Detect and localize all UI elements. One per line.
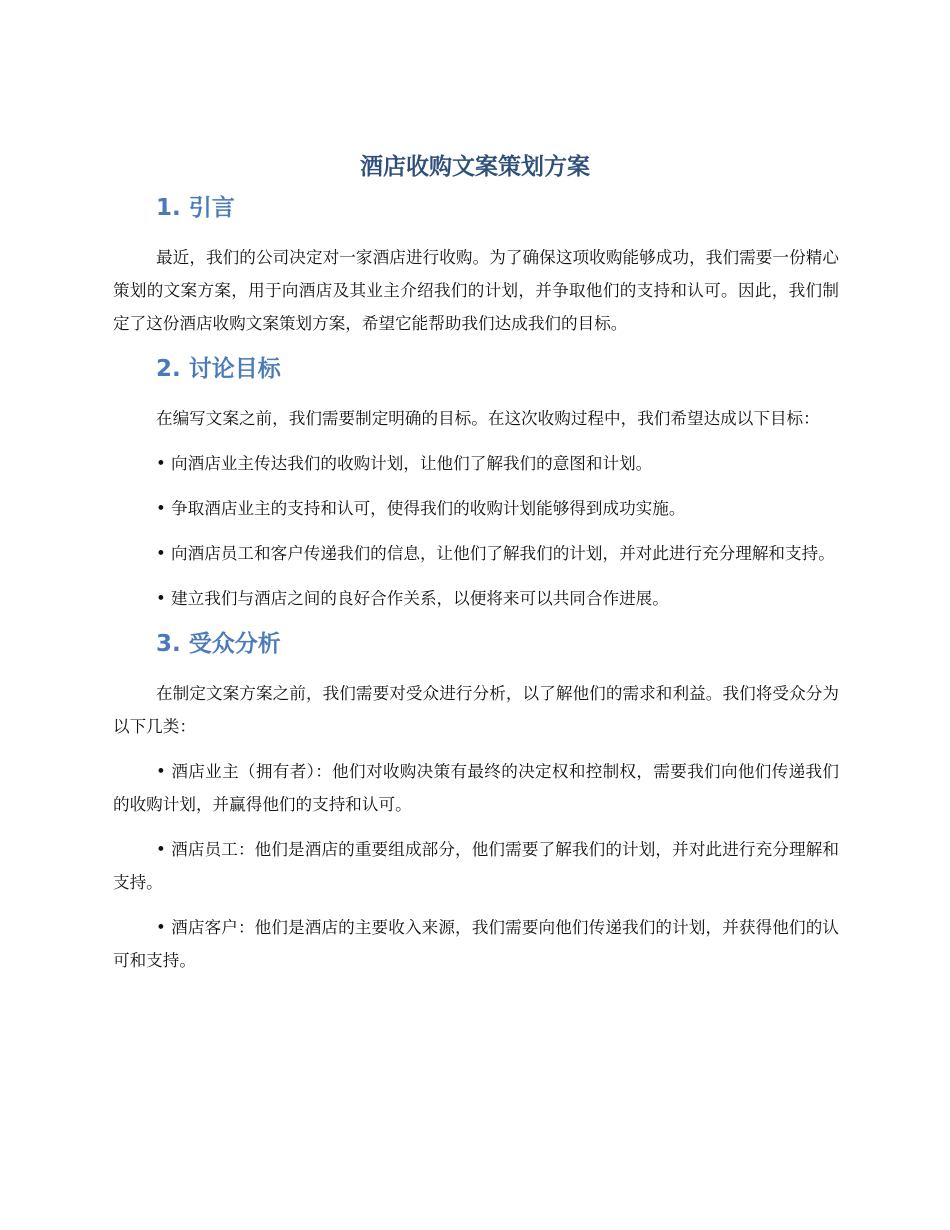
section-discussion-goals: [113, 353, 839, 615]
bullet-item: • 争取酒店业主的支持和认可，使得我们的收购计划能够得到成功实施。: [156, 499, 686, 518]
document-title: 酒店收购文案策划方案: [360, 154, 590, 180]
bullet-item: • 向酒店员工和客户传递我们的信息，让他们了解我们的计划，并对此进行充分理解和支持。: [156, 544, 835, 563]
bullet-item: • 酒店客户：他们是酒店的主要收入来源，我们需要向他们传递我们的计划，并获得他们的认可和支持。: [113, 918, 839, 970]
section-heading: 2. 讨论目标: [156, 356, 281, 382]
bullet-item: • 酒店业主（拥有者）：他们对收购决策有最终的决定权和控制权，需要我们向他们传递我们的收购计划，并赢得他们的支持和认可。: [113, 762, 839, 814]
section-heading: 3. 受众分析: [156, 631, 281, 657]
paragraph: 最近，我们的公司决定对一家酒店进行收购。为了确保这项收购能够成功，我们需要一份精心策划的文案方案，用于向酒店及其业主介绍我们的计划，并争取他们的支持和认可。因此，我们制定了这份酒店收购文案策划方案，希望它能帮助我们达成我们的目标。: [113, 248, 839, 333]
section-heading: 1. 引言: [156, 195, 235, 221]
paragraph: 在制定文案方案之前，我们需要对受众进行分析，以了解他们的需求和利益。我们将受众分为以下几类：: [113, 684, 839, 736]
bullet-item: • 向酒店业主传达我们的收购计划，让他们了解我们的意图和计划。: [156, 454, 653, 473]
bullet-item: • 酒店员工：他们是酒店的重要组成部分，他们需要了解我们的计划，并对此进行充分理解和支持。: [113, 840, 839, 892]
bullet-item: • 建立我们与酒店之间的良好合作关系，以便将来可以共同合作进展。: [156, 589, 669, 608]
section-introduction: [113, 192, 839, 340]
document-body: [113, 192, 839, 977]
section-audience-analysis: [113, 628, 839, 977]
paragraph: 在编写文案之前，我们需要制定明确的目标。在这次收购过程中，我们希望达成以下目标：: [156, 409, 820, 428]
